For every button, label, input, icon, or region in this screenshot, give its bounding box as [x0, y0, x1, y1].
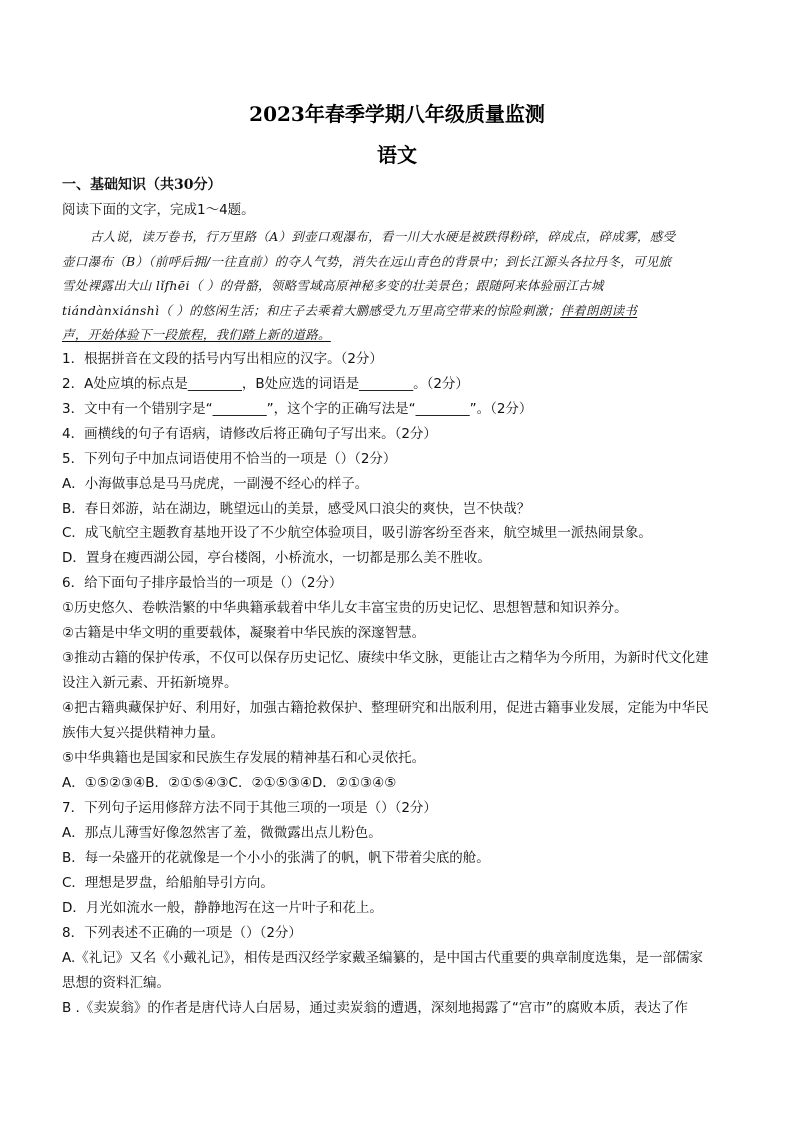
question-7-option-a: A．那点儿薄雪好像忽然害了羞，微微露出点儿粉色。 [62, 825, 382, 841]
question-5-option-d: D．置身在瘦西湖公园，亭台楼阁，小桥流水，一切都是那么美不胜收。 [62, 550, 491, 566]
question-5-option-b: B．春日郊游，站在湖边，眺望远山的美景，感受风口浪尖的爽快，岂不快哉？ [62, 501, 531, 517]
underlined-sentence-end: 声，开始体验下一段旅程，我们踏上新的道路。 [62, 327, 331, 342]
question-6-options: A．①⑤②③④B．②①⑤④③C．②①⑤③④D．②①③④⑤ [62, 775, 397, 791]
passage-line-4-text: tiándànxiánshì（ ）的悠闲生活；和庄子去乘着大鹏感受九万里高空带来的惊险刺激； [62, 303, 561, 318]
question-1: 1．根据拼音在文段的括号内写出相应的汉字。（2分） [62, 351, 383, 367]
subject-title: 语文 [377, 143, 417, 167]
question-6: 6．给下面句子排序最恰当的一项是（）（2分） [62, 575, 343, 591]
question-7: 7．下列句子运用修辞方法不同于其他三项的一项是（）（2分） [62, 800, 437, 816]
passage-line-3: 雪处裸露出大山 lǐfhēi（ ）的骨骼，领略雪域高原神秘多变的壮美景色；跟随阿来体验丽江古城 [62, 278, 604, 293]
sentence-2: ②古籍是中华文明的重要载体，凝聚着中华民族的深邃智慧。 [62, 625, 426, 641]
sentence-5: ⑤中华典籍也是国家和民族生存发展的精神基石和心灵依托。 [62, 750, 426, 766]
exam-title: 2023年春季学期八年级质量监测 [249, 102, 545, 126]
passage-line-1: 古人说，读万卷书，行万里路（A）到壶口观瀑布，看一川大水硬是被跌得粉碎，碎成点，碎成雾，感受 [90, 229, 676, 244]
sentence-1: ①历史悠久、卷帙浩繁的中华典籍承载着中华儿女丰富宝贵的历史记忆、思想智慧和知识养分。 [62, 600, 628, 616]
question-7-option-b: B．每一朵盛开的花就像是一个小小的张满了的帆，帆下带着尖底的舱。 [62, 850, 490, 866]
question-5-option-a: A．小海做事总是马马虎虎，一副漫不经心的样子。 [62, 476, 369, 492]
sentence-4: ④把古籍典藏保护好、利用好，加强古籍抢救保护、整理研究和出版利用，促进古籍事业发展，定能为中华民 [62, 700, 709, 716]
question-8-option-b: B .《卖炭翁》的作者是唐代诗人白居易，通过卖炭翁的遭遇，深刻地揭露了“宫市”的腐败本质，表达了作 [62, 1000, 688, 1016]
question-7-option-c: C．理想是罗盘，给船舶导引方向。 [62, 875, 274, 891]
question-3: 3．文中有一个错别字是“________”，这个字的正确写法是“________”。（2分） [62, 401, 533, 417]
underlined-sentence-start: 伴着朗朗读书 [560, 303, 638, 318]
question-4: 4．画横线的句子有语病，请修改后将正确句子写出来。（2分） [62, 426, 437, 442]
question-5: 5．下列句子中加点词语使用不恰当的一项是（）（2分） [62, 451, 397, 467]
passage-line-2: 壶口瀑布（B）（前呼后拥/一往直前）的夺人气势，消失在远山青色的背景中；到长江源头各拉丹冬，可见旅 [62, 254, 672, 269]
sentence-4-cont: 族伟大复兴提供精神力量。 [62, 725, 224, 741]
section-heading: 一、基础知识（共30分） [62, 177, 222, 193]
question-8: 8．下列表述不正确的一项是（）（2分） [62, 925, 302, 941]
question-8-option-a-cont: 思想的资料汇编。 [62, 975, 170, 991]
reading-instruction: 阅读下面的文字，完成1～4题。 [62, 202, 255, 218]
sentence-3: ③推动古籍的保护传承，不仅可以保存历史记忆、赓续中华文脉，更能让古之精华为今所用，为新时代文化建 [62, 650, 709, 666]
question-8-option-a: A.《礼记》又名《小戴礼记》，相传是西汉经学家戴圣编纂的，是中国古代重要的典章制度选集，是一部儒家 [62, 950, 704, 966]
question-5-option-c: C．成飞航空主题教育基地开设了不少航空体验项目，吸引游客纷至沓来，航空城里一派热闹景象。 [62, 525, 652, 541]
sentence-3-cont: 设注入新元素、开拓新境界。 [62, 675, 238, 691]
question-7-option-d: D．月光如流水一般，静静地泻在这一片叶子和花上。 [62, 900, 383, 916]
passage-line-4 [62, 302, 637, 320]
question-2: 2．A处应填的标点是________，B处应选的词语是________。（2分） [62, 376, 469, 392]
